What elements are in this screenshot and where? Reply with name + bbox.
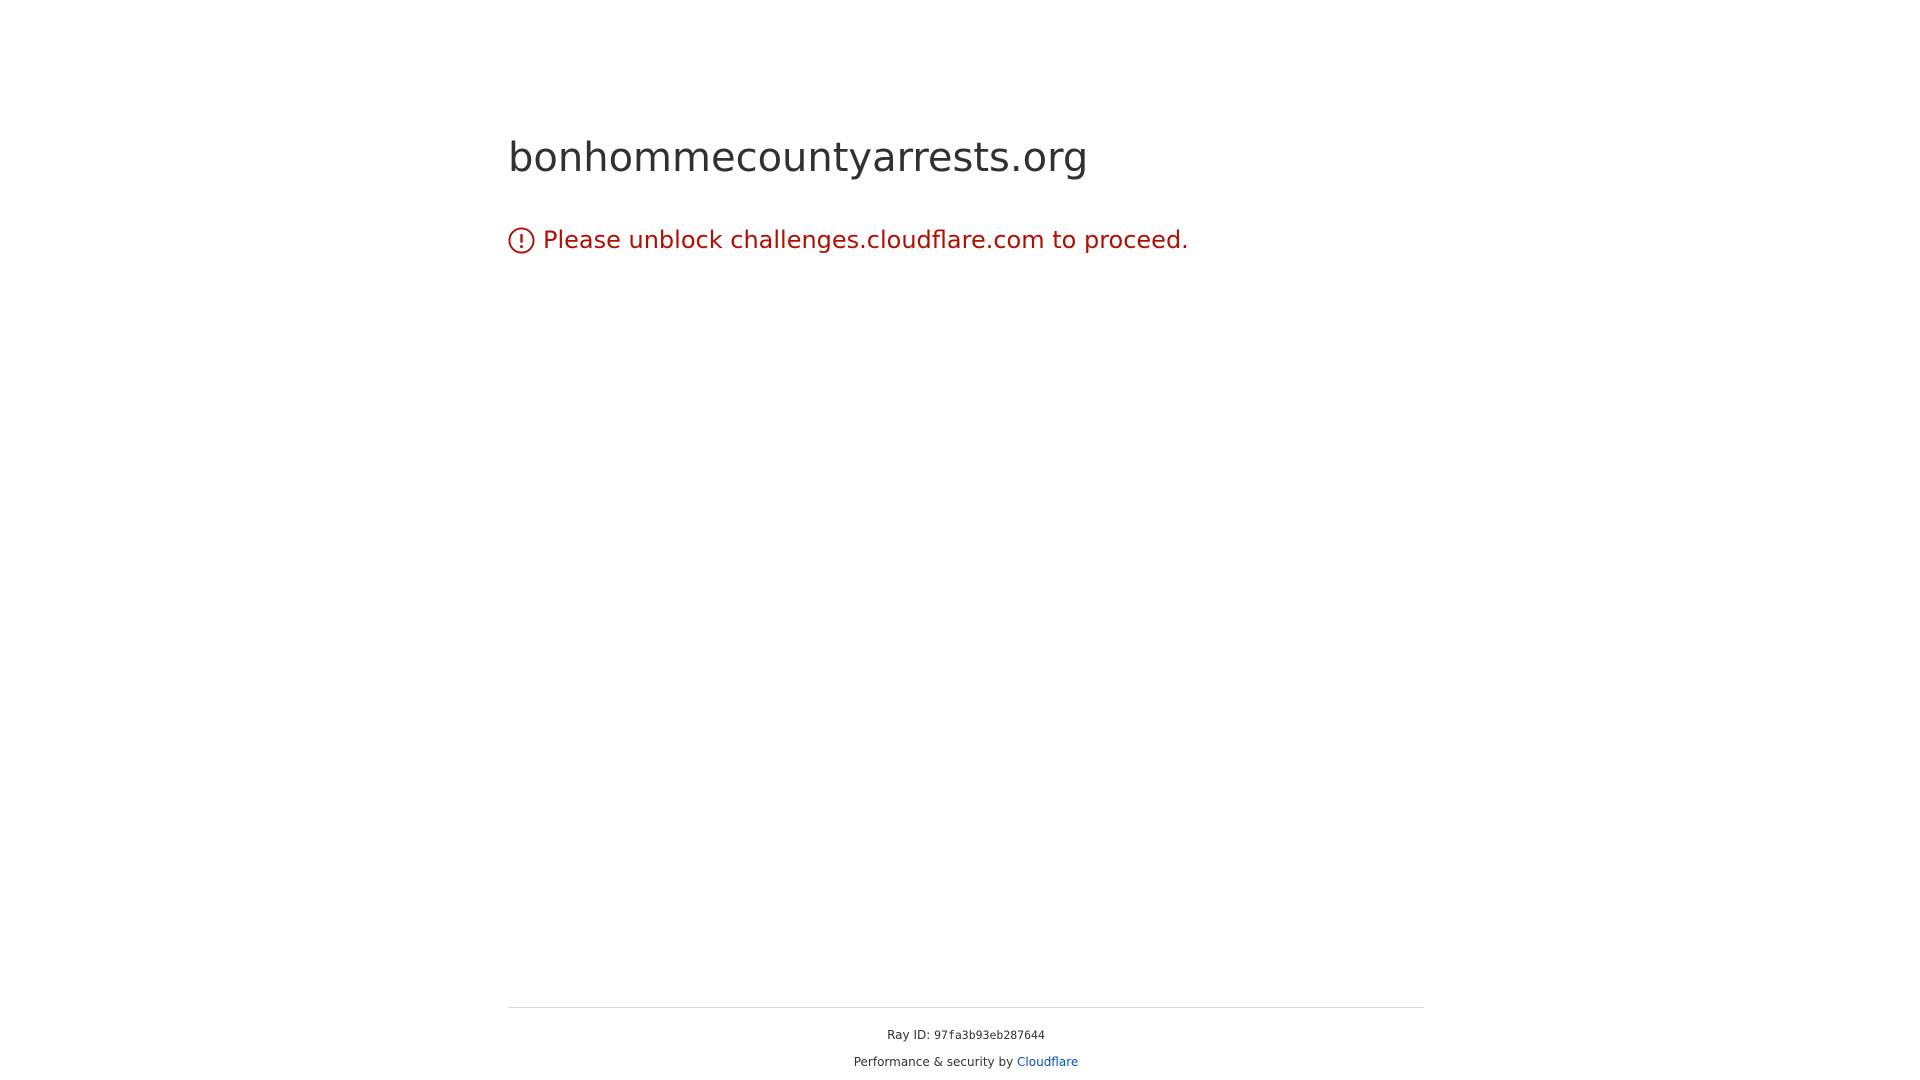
performance-line (508, 1053, 1424, 1071)
ray-id-label: Ray ID: (887, 1028, 931, 1042)
exclamation-circle-icon (508, 227, 535, 254)
unblock-alert (508, 222, 1424, 258)
ray-id-line (508, 1026, 1424, 1044)
ray-id-value: 97fa3b93eb287644 (934, 1028, 1045, 1042)
alert-message: Please unblock challenges.cloudflare.com to proceed. (543, 226, 1189, 254)
main-content (508, 128, 1424, 258)
performance-text: Performance & security by (853, 1055, 1014, 1069)
page-title: bonhommecountyarrests.org (508, 135, 1089, 181)
footer (508, 1007, 1424, 1071)
cloudflare-link[interactable]: Cloudflare (1017, 1055, 1079, 1069)
